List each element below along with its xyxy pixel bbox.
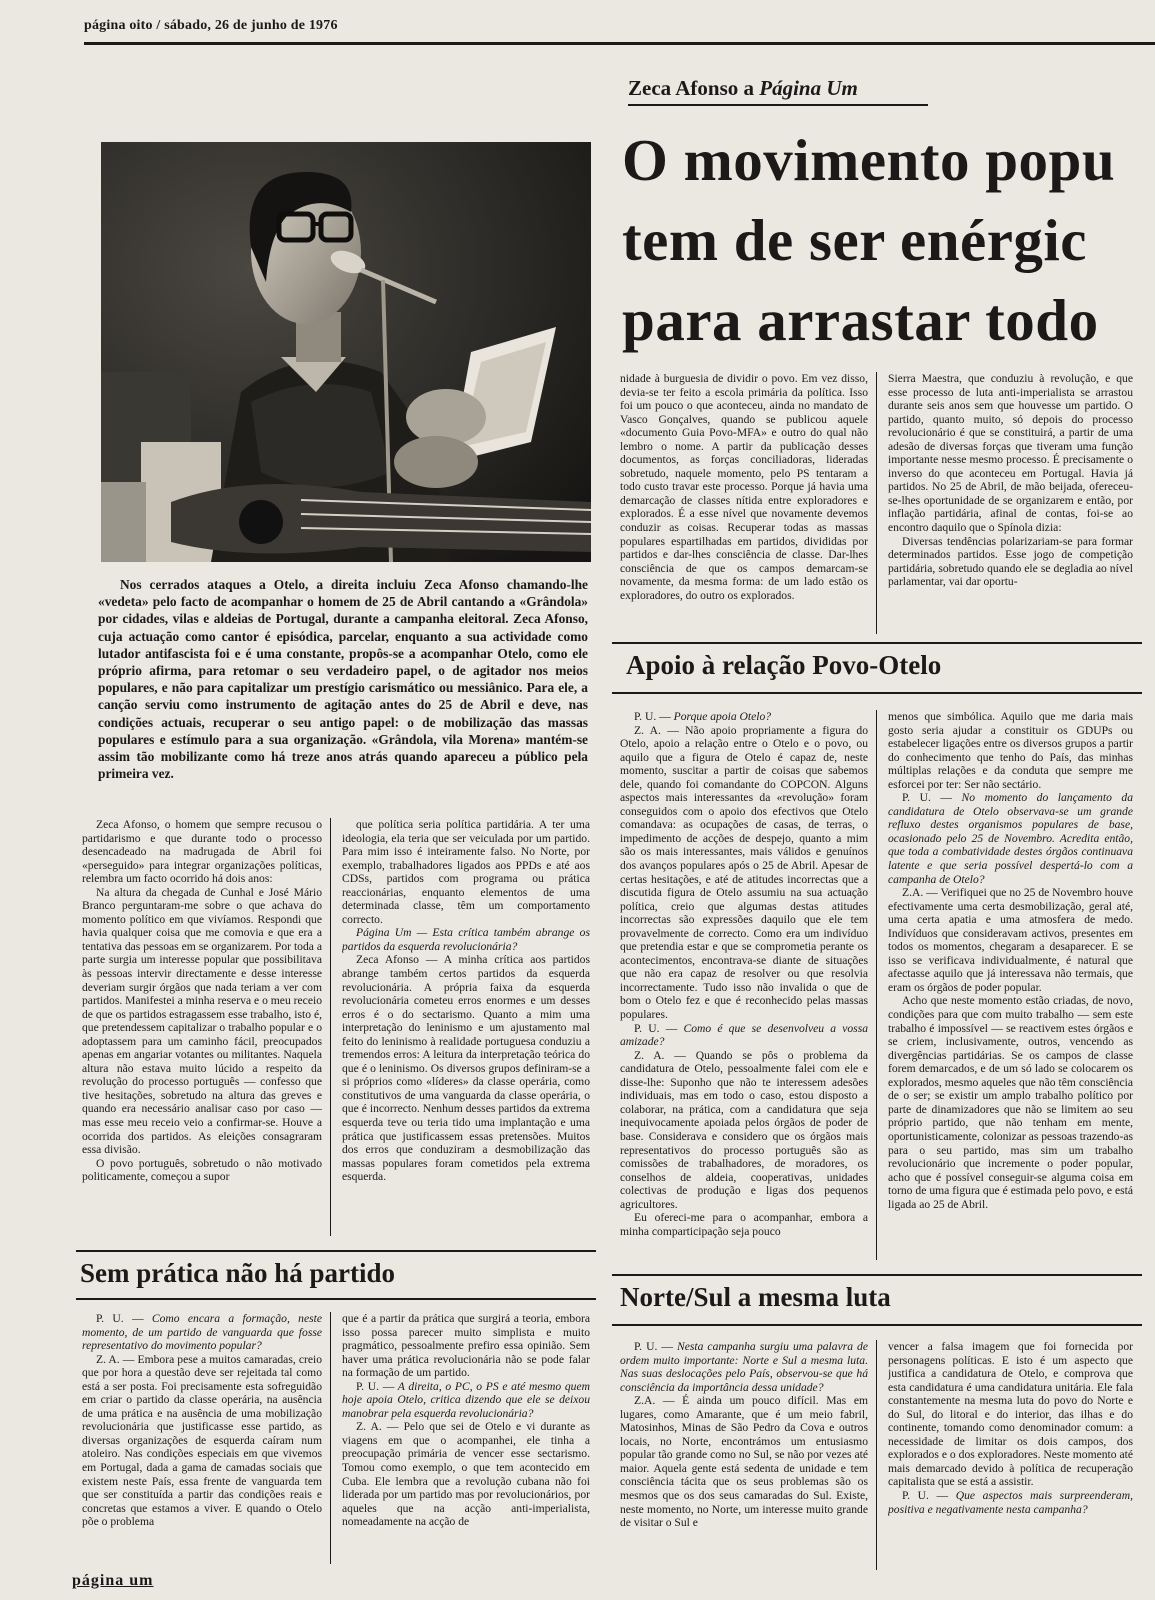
question — [82, 1312, 322, 1353]
speaker: P. U. — — [902, 1489, 949, 1503]
headline — [622, 120, 1155, 360]
question — [620, 1340, 868, 1394]
speaker: P. U. — — [634, 710, 671, 723]
article-column-1-sem — [82, 1312, 322, 1564]
question-text: Que aspectos mais surpreenderam, positiva e negativamente nesta campanha? — [888, 1489, 1133, 1516]
paragraph — [888, 994, 1133, 1211]
speaker: P. U. — — [356, 1379, 395, 1393]
running-head: página oito / sábado, 26 de junho de 1976 — [84, 18, 338, 33]
question — [620, 1022, 868, 1049]
question-text: Porque apoia Otelo? — [673, 710, 772, 723]
caption-text: Nos cerrados ataques a Otelo, a direita incluiu Zeca Afonso chamando-lhe «vedeta» pelo facto de acompanhar o homem de 25 de Abril cantando a «Grândola» por cidades, vilas e aldeias de Portugal, durante a campanha eleitoral. Zeca Afonso, cuja actuação como cantor é episódica, parcelar, enquanto a sua actividade como lutador antifascista foi e é uma constante, propôs-se a acompanhar Otelo, como ele próprio afirma, para retomar o seu verdadeiro papel, o de agitador nos meios populares, e não para capitalizar um prestígio carismático ou messiânico. Para ele, a canção serviu como instrumento de agitação antes do 25 de Abril e deve, nas condições actuais, recuperar o seu antigo papel: o de mobilização das massas populares e estímulo para a sua organização. «Grândola, vila Morena» mantém-se assim tão mobilizante como há treze anos atrás quando apareceu a público pela primeira vez. — [98, 577, 588, 782]
paragraph-text: vencer a falsa imagem que foi fornecida por personagens políticas. E isto é um aspecto que justifica a candidatura de Otelo, e comprova que esta candidatura é uma candidatura unitária. Ele fala constantemente na mesma luta do povo do Norte e do Sul, do litoral e do interior, das ilhas e do continente, tomando como denominador comum: a necessidade de limitar os dois campos, dos explorados e o dos exploradores. Neste momento até mais demarcado devido à política de recuperação capitalista que se está a assistir. — [888, 1340, 1133, 1489]
article-column-4-top — [888, 372, 1133, 634]
paragraph: O povo português, sobretudo o não motivado politicamente, começou a supor — [82, 1156, 322, 1184]
column-divider — [876, 1340, 877, 1570]
footer-brand: página um — [72, 1572, 154, 1589]
paragraph: Zeca Afonso — A minha crítica aos partidos abrange também certos partidos da esquerda revolucionária. A própria faixa da esquerda revolucionária cometeu erros enormes e um desses erros é o do sectarismo. Quanto a mim uma interpretação do leninismo e um ajustamento mal feito do leninismo à realidade portuguesa conduziu a tremendos erros: A leitura da interpretação teórica do que é o leninismo. Os diversos grupos definiram-se a si próprios como «líderes» da classe operária, como constitutivos de uma vanguarda da classe operária, o que é incorrecto. Nenhum desses partidos da extrema esquerda teve ou teria tido uma implantação e uma prática que justificassem essas pretensões. Muitos dos erros que conduziram a desmobilização das massas populares foram cometidos pela extrema esquerda. — [342, 953, 590, 1184]
section-rule — [612, 692, 1142, 694]
paragraph: Sierra Maestra, que conduziu à revolução, e que esse processo de luta anti-imperialista se arrastou durante seis anos sem que houvesse um partido. O partido, quanto muito, só depois do processo revolucionário é que se constituirá, a partir de uma adesão de diversas forças que tiveram uma função importante nesse mesmo processo. É precisamente o inverso do que aconteceu em Portugal. Havia já partidos. No 25 de Abril, de mão beijada, ofereceu-se-lhes oportunidade de se organizarem e então, por inflação partidária, afinal de contas, foi-se ao encontro daquilo que o Spínola dizia: — [888, 372, 1133, 535]
paragraph-text: Eu ofereci-me para o acompanhar, embora a minha comparticipação seja pouco — [620, 1211, 868, 1238]
speaker: Z.A. — — [634, 1394, 675, 1408]
kicker-paper: Página Um — [759, 76, 858, 100]
article-column-3-apoio — [620, 710, 868, 1260]
answer-text: Quando se pôs o problema da candidatura de Otelo, pessoalmente falei com ele e disse-lhe: Suponho que não te interessem adesões individuais, mas em todo o caso, estou disposto a colaborar, na prática, com a candidatura que seja inequivocamente apoiada pelos órgãos de poder de base. Considerava e considero que os órgãos mais representativos do processo português são as comissões de trabalhadores, de moradores, os conselhos de aldeia, cooperativas, unidades colectivas de produção e ligas dos pequenos agricultores. — [620, 1048, 868, 1211]
headline-line-3: para arrastar todo — [622, 287, 1099, 353]
speaker: P. U. — — [634, 1340, 673, 1353]
paragraph — [888, 710, 1133, 791]
paragraph-text: menos que simbólica. Aquilo que me daria mais gosto seria ajudar a constituir os GDUPs ou estabelecer ligações entre os diversos grupos a partir do conhecimento que tenho do País, das minhas múltiplas relações e da conduta que sempre me esforcei por ter: Ser não sectário. — [888, 710, 1133, 791]
article-column-2 — [342, 818, 590, 1236]
paragraph: Diversas tendências polarizariam-se para formar determinados partidos. Esse jogo de competição partidária, sobretudo quando ele se degladia ao nível parlamentar, vai dar oportu- — [888, 534, 1133, 589]
speaker: P. U. — — [902, 791, 952, 805]
kicker — [628, 76, 858, 101]
paragraph — [342, 1312, 590, 1380]
speaker: Z. A. — — [96, 1352, 135, 1366]
article-column-4-apoio — [888, 710, 1133, 1260]
answer — [888, 886, 1133, 994]
answer-text: Embora pese a muitos camaradas, creio que por hora a questão deve ser rejeitada tal como está a ser posta. Foi precisamente esta sofreguidão em criar o partido da classe operária, na ausência de uma prática e na ausência de uma mobilização revolucionária que justificasse esse partido, as diversas organizações de esquerda caíram num atoleiro. Nas condições especiais em que vivemos em Portugal, dada a gama de camadas sociais que existem neste País, essa frente de vanguarda tem que ser constituída a partir das condições reais e concretas que estamos a viver. E quando o Otelo põe o problema — [82, 1352, 322, 1529]
kicker-rule — [628, 104, 928, 106]
section-heading-sem-pratica: Sem prática não há partido — [80, 1258, 396, 1288]
kicker-name: Zeca Afonso a — [628, 76, 754, 100]
photo-caption — [98, 576, 588, 782]
photo-illustration — [101, 142, 591, 562]
answer-text: Verifiquei que no 25 de Novembro houve efectivamente uma certa desmobilização, geral até, uma certa apatia e uma atmosfera de medo. Indivíduos que consideravam activos, presentes em todos os momentos, chegaram a desaparecer. E se isso se verificava individualmente, é natural que afectasse aquilo que já interessava não termais, que eram os órgãos de poder popular. — [888, 886, 1133, 994]
section-heading-apoio: Apoio à relação Povo-Otelo — [626, 650, 942, 680]
question — [620, 710, 868, 724]
speaker: P. U. — — [634, 1021, 678, 1035]
answer — [82, 1353, 322, 1529]
question-text: Nesta campanha surgiu uma palavra de ordem muito importante: Norte e Sul a mesma luta. Nas suas deslocações pelo País, observou-se que há consciência da importância dessa unidade? — [620, 1340, 868, 1394]
paragraph: Zeca Afonso, o homem que sempre recusou o partidarismo e que durante todo o processo desencadeado na madrugada de Abril foi «perseguido» para integrar organizações políticas, relembra um facto ocorrido há dois anos: — [82, 818, 322, 886]
answer-text: Não apoio propriamente a figura do Otelo, apoio a relação entre o Otelo e o povo, ou aquilo que a figura de Otelo é capaz de, neste momento, suscitar a partir de coisas que sabemos dele, quando foi comandante do COPCON. Alguns aspectos mais interessantes da «revolução» foram conseguidos com o apoio dos efectivos que Otelo comandava: as ocupações de casas, de terras, o impedimento de acções de despejo, quanto a mim são os mais interessantes, mais válidos e genuínos dos avanços populares após o 25 de Abril. Apesar de certas hesitações, e até de atitudes incorrectas que a discutida figura de Otelo assumiu na sua actuação política, creio que algumas destas atitudes incorrectas são expressões daquilo que ele tem provavelmente de correcto. Como era um indivíduo que pretendia estar e que se comprometia perante os acontecimentos, encontrava-se diante de situações que não era capaz de resolver ou que resolvia incorrectamente. Tudo isso não invalida o que de bom o Otelo fez e que é reconhecido pelas massas populares. — [620, 723, 868, 1022]
section-rule — [612, 642, 1142, 644]
speaker: Z. A. — — [356, 1420, 399, 1434]
paragraph-text: que é a partir da prática que surgirá a teoria, embora isso possa parecer muito simplista e muito pragmático, pessoalmente prefiro essa opinião. Sem haver uma prática revolucionária não se pode falar na formação de um partido. — [342, 1312, 590, 1380]
answer — [342, 1420, 590, 1528]
article-column-3-top — [620, 372, 868, 634]
answer — [620, 1394, 868, 1529]
question-text: No momento do lançamento da candidatura de Otelo observava-se um grande refluxo destes organismos populares de base, ocasionado pelo 25 de Novembro. Acredita então, que toda a combatividade destes órgãos continuava latente e que seria possível despertá-lo com a campanha de Otelo? — [888, 791, 1133, 886]
paragraph — [888, 1340, 1133, 1489]
paragraph — [620, 1211, 868, 1238]
question-text: A direita, o PC, o PS e até mesmo quem hoje apoia Otelo, critica dizendo que ele se deixou manobrar pela esquerda revolucionária? — [342, 1379, 590, 1420]
column-divider — [876, 710, 877, 1260]
question — [888, 791, 1133, 886]
article-column-3-norte — [620, 1340, 868, 1570]
question-text: Como encara a formação, neste momento, de um partido de vanguarda que fosse representativo do movimento popular? — [82, 1312, 322, 1353]
question — [342, 926, 590, 953]
article-column-4-norte — [888, 1340, 1133, 1570]
speaker: P. U. — — [96, 1312, 144, 1325]
column-divider — [876, 372, 877, 634]
section-heading-norte-sul: Norte/Sul a mesma luta — [620, 1282, 891, 1312]
speaker: Z.A. — — [902, 886, 938, 900]
section-rule — [76, 1298, 596, 1300]
top-rule — [84, 42, 1155, 45]
paragraph: Na altura da chegada de Cunhal e José Mário Branco perguntaram-me sobre o que achava do momento político em que vivíamos. Respondi que havia qualquer coisa que me comovia e que era a tentativa das pessoas em se organizarem. Por toda a parte surgia um interesse popular que possibilitava às pessoas intervir directamente e desse interesse deveriam surgir órgãos que nada teriam a ver com partidos. Manifestei a minha reserva e o meu receio de que os partidos estragassem esse trabalho, isto é, que pretendessem capitalizar o trabalho popular e o adoptassem para um caminho fácil, preocupados apenas em angariar votantes ou militantes. Naquela altura não estava muito lúcido a respeito da revolução do processo português — confesso que tive hesitações, sobretudo na altura das greves e quando era necessário analisar caso por caso — mas esse meu receio veio a confirmar-se. Houve a ocorrida dos partidos. As eleições consagraram essa divisão. — [82, 885, 322, 1157]
question — [888, 1489, 1133, 1516]
section-rule — [612, 1274, 1142, 1276]
paragraph-text: Acho que neste momento estão criadas, de novo, condições para que com muito trabalho — sem este trabalho é impossível — se reactivem estes órgãos e se criem, inclusivamente, outros, vencendo as divergências partidárias. Se os campos de classe forem demarcados, e de um só lado se colocarem os explorados, mesmo aqueles que não têm consciência de o ser; se existir um amplo trabalho político por parte de dinamizadores que não se limitem ao seu próprio partido, que não tenham em mente, oportunisticamente, colonizar as pessoas trazendo-as para o seu partido, mas sim um trabalho revolucionário que incremente o poder popular, acho que é possível conseguir-se alguma coisa em torno de uma figura que é estimada pelo povo, e está ligada ao 25 de Abril. — [888, 994, 1133, 1211]
photo — [101, 142, 591, 562]
section-rule — [76, 1250, 596, 1252]
answer — [620, 724, 868, 1022]
speaker: Z. A. — — [634, 723, 679, 737]
question-text: Página Um — Esta crítica também abrange os partidos da esquerda revolucionária? — [342, 926, 590, 953]
paragraph: nidade à burguesia de dividir o povo. Em vez disso, devia-se ter feito a escola primária da política. Isso foi um pouco o que aconteceu, ainda no mandato de Vasco Gonçalves, quando se publicou aquele «documento Guia Povo-MFA» e outro do qual não lembro o nome. A partir da publicação desses documentos, as forças conciliadoras, lideradas sobretudo, naquele momento, pelo PS tentaram a todo custo travar este processo. Porque já havia uma demarcação de classes nítida entre exploradores e explorados. É a esse nível que novamente devemos conduzir as coisas. Recuperar todas as massas populares espartilhadas em partidos, divididas por partidos e dar-lhes consciência de classe. Dar-lhes consciência de que os campos demarcam-se novamente, da mesma forma: de um lado estão os exploradores, do outro os explorados. — [620, 372, 868, 602]
paragraph: que política seria política partidária. A ter uma ideologia, ela teria que ser veiculada por um partido. Para mim isso é inteiramente falso. No Norte, por exemplo, trabalhadores ligados aos PPDs e até aos CDSs, partidos com programa ou prática reaccionárias, enquanto elementos de uma determinada classe, têm um comportamento correcto. — [342, 818, 590, 926]
speaker: Z. A. — — [634, 1048, 686, 1062]
answer — [620, 1049, 868, 1212]
question — [342, 1380, 590, 1421]
question-text: Como é que se desenvolveu a vossa amizade? — [620, 1021, 868, 1049]
column-divider — [330, 1312, 331, 1564]
section-rule — [612, 1324, 1142, 1326]
article-column-1 — [82, 818, 322, 1236]
column-divider — [330, 818, 331, 1236]
answer-text: Pelo que sei de Otelo e vi durante as viagens em que o acompanhei, ele tinha a preocupação primária de vencer esse sectarismo. Tomou como exemplo, o que tem acontecido em Cuba. Ele lembra que a revolução cubana não foi liderada por um partido mas por revolucionários, por aqueles que na acção anti-imperialista, nomeadamente na acção de — [342, 1420, 590, 1529]
headline-line-2: tem de ser enérgic — [622, 207, 1087, 273]
answer-text: É ainda um pouco difícil. Mas em lugares, como Amarante, que é um meio fabril, Matosinhos, Minas de São Pedro da Cova e outros locais, no Norte, encontrámos um entusiasmo popular tão grande como no Sul, se não por vezes até maior. Aquela gente está sedenta de unidade e tem consciência tácita que os seus problemas são os mesmos que os dos seus camaradas do Sul. Existe, neste momento, no Norte, um interesse muito grande de visitar o Sul e — [620, 1394, 868, 1530]
article-column-2-sem — [342, 1312, 590, 1564]
headline-line-1: O movimento popu — [622, 127, 1116, 193]
